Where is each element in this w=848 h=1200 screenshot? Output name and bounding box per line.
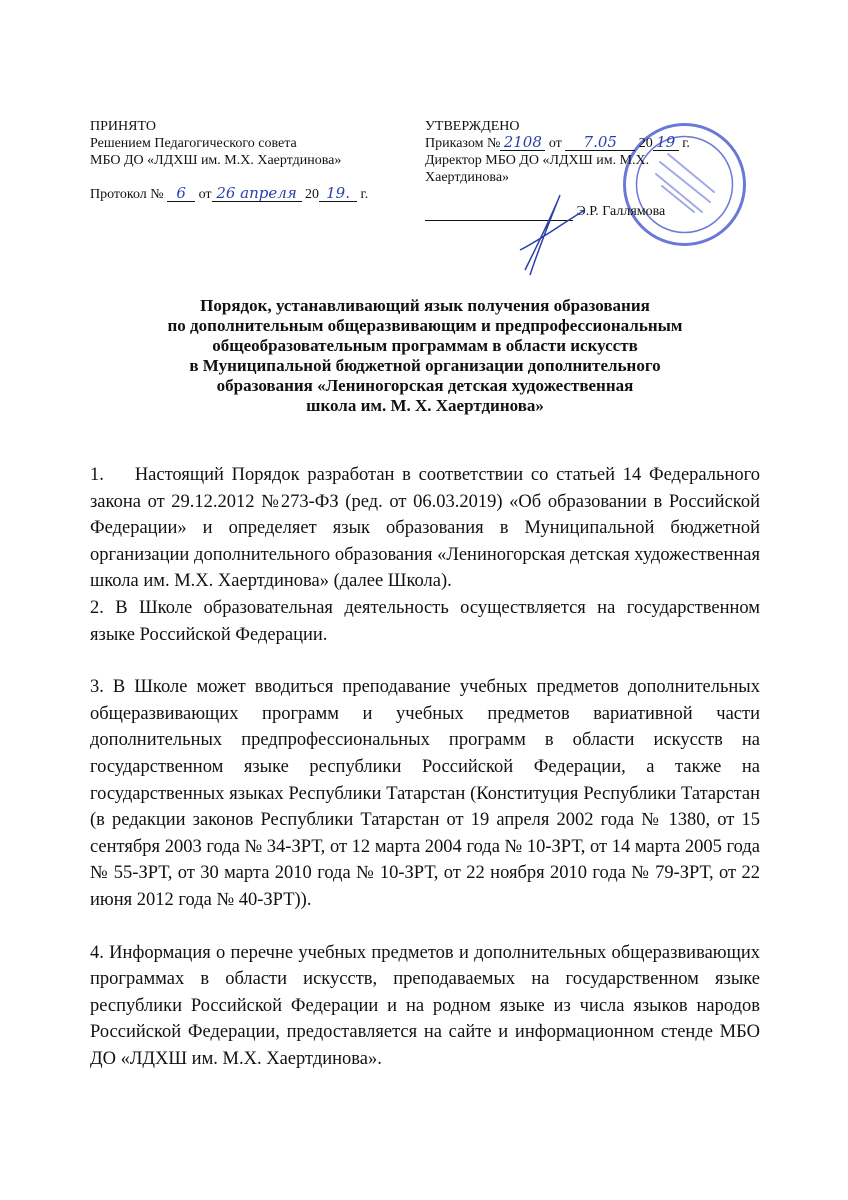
document-body — [90, 462, 760, 1072]
paragraph-4: 4. Информация о перечне учебных предметов и дополнительных общеразвивающих программах в области искусств, преподаваемых на государственном языке республики Российской Федерации и на родном языке из числа языков народов Российской Федерации, предоставляется на сайте и информационном стенде МБО ДО «ЛДХШ им. М.Х. Хаертдинова». — [90, 942, 760, 1069]
protocol-from: от — [198, 187, 212, 202]
director-line2: Хаертдинова» — [425, 170, 510, 185]
protocol-year: 19. — [319, 186, 357, 202]
title-line: школа им. М. Х. Хаертдинова» — [306, 396, 544, 415]
document-title — [90, 296, 760, 416]
paragraph-2: 2. В Школе образовательная деятельность осуществляется на государственном языке Российской Федерации. — [90, 597, 760, 645]
protocol-date: 26 апреля — [212, 186, 302, 202]
protocol-year-suffix: г. — [360, 187, 369, 202]
order-year-suffix: г. — [682, 136, 690, 151]
title-line: Порядок, устанавливающий язык получения образования — [200, 296, 650, 315]
protocol-line — [90, 186, 368, 203]
approved-heading: УТВЕРЖДЕНО — [425, 119, 520, 134]
order-year: 19 — [653, 135, 679, 151]
title-line: образования «Лениногорская детская художественная — [216, 376, 634, 395]
protocol-label: Протокол № — [90, 187, 164, 202]
protocol-number: 6 — [167, 186, 195, 202]
director-line1: Директор МБО ДО «ЛДХШ им. М.Х. — [425, 153, 650, 168]
accepted-line2: МБО ДО «ЛДХШ им. М.Х. Хаертдинова» — [90, 153, 342, 168]
order-from: от — [548, 136, 562, 151]
order-year-prefix: 20 — [638, 136, 653, 151]
title-line: в Муниципальной бюджетной организации дополнительного — [189, 356, 661, 375]
order-label: Приказом № — [425, 136, 501, 151]
protocol-year-prefix: 20 — [305, 187, 320, 202]
title-line: общеобразовательным программам в области искусств — [212, 336, 638, 355]
order-line — [425, 135, 690, 152]
approval-block-accepted — [90, 118, 368, 203]
paragraph-1: 1. Настоящий Порядок разработан в соответствии со статьей 14 Федерального закона от 29.12.2012 №273-ФЗ (ред. от 06.03.2019) «Об образовании в Российской Федерации» и определяет язык образования в Муниципальной бюджетной организации дополнительного образования «Лениногорская детская художественная школа им. М.Х. Хаертдинова» (далее Школа). — [90, 465, 760, 592]
order-date: 7.05 — [565, 135, 635, 151]
handwritten-signature — [500, 190, 590, 280]
accepted-line1: Решением Педагогического совета — [90, 136, 297, 151]
accepted-heading: ПРИНЯТО — [90, 119, 156, 134]
order-number: 2108 — [500, 135, 545, 151]
paragraph-3: 3. В Школе может вводиться преподавание учебных предметов дополнительных общеразвивающих программ и учебных предметов вариативной части дополнительных предпрофессиональных программ в области искусств на государственном языке республики Российской Федерации, а также на государственных языках Республики Татарстан (Конституция Республики Татарстан (в редакции законов Республики Татарстан от 19 апреля 2002 года № 1380, от 15 сентября 2003 года № 34-ЗРТ, от 12 марта 2004 года № 10-ЗРТ, от 14 марта 2005 года № 55-ЗРТ, от 30 марта 2010 года № 10-ЗРТ, от 22 ноября 2010 года № 79-ЗРТ, от 22 июня 2012 года № 40-ЗРТ)). — [90, 677, 760, 910]
title-line: по дополнительным общеразвивающим и предпрофессиональным — [167, 316, 683, 335]
director-name: Э.Р. Галлямова — [576, 204, 666, 219]
